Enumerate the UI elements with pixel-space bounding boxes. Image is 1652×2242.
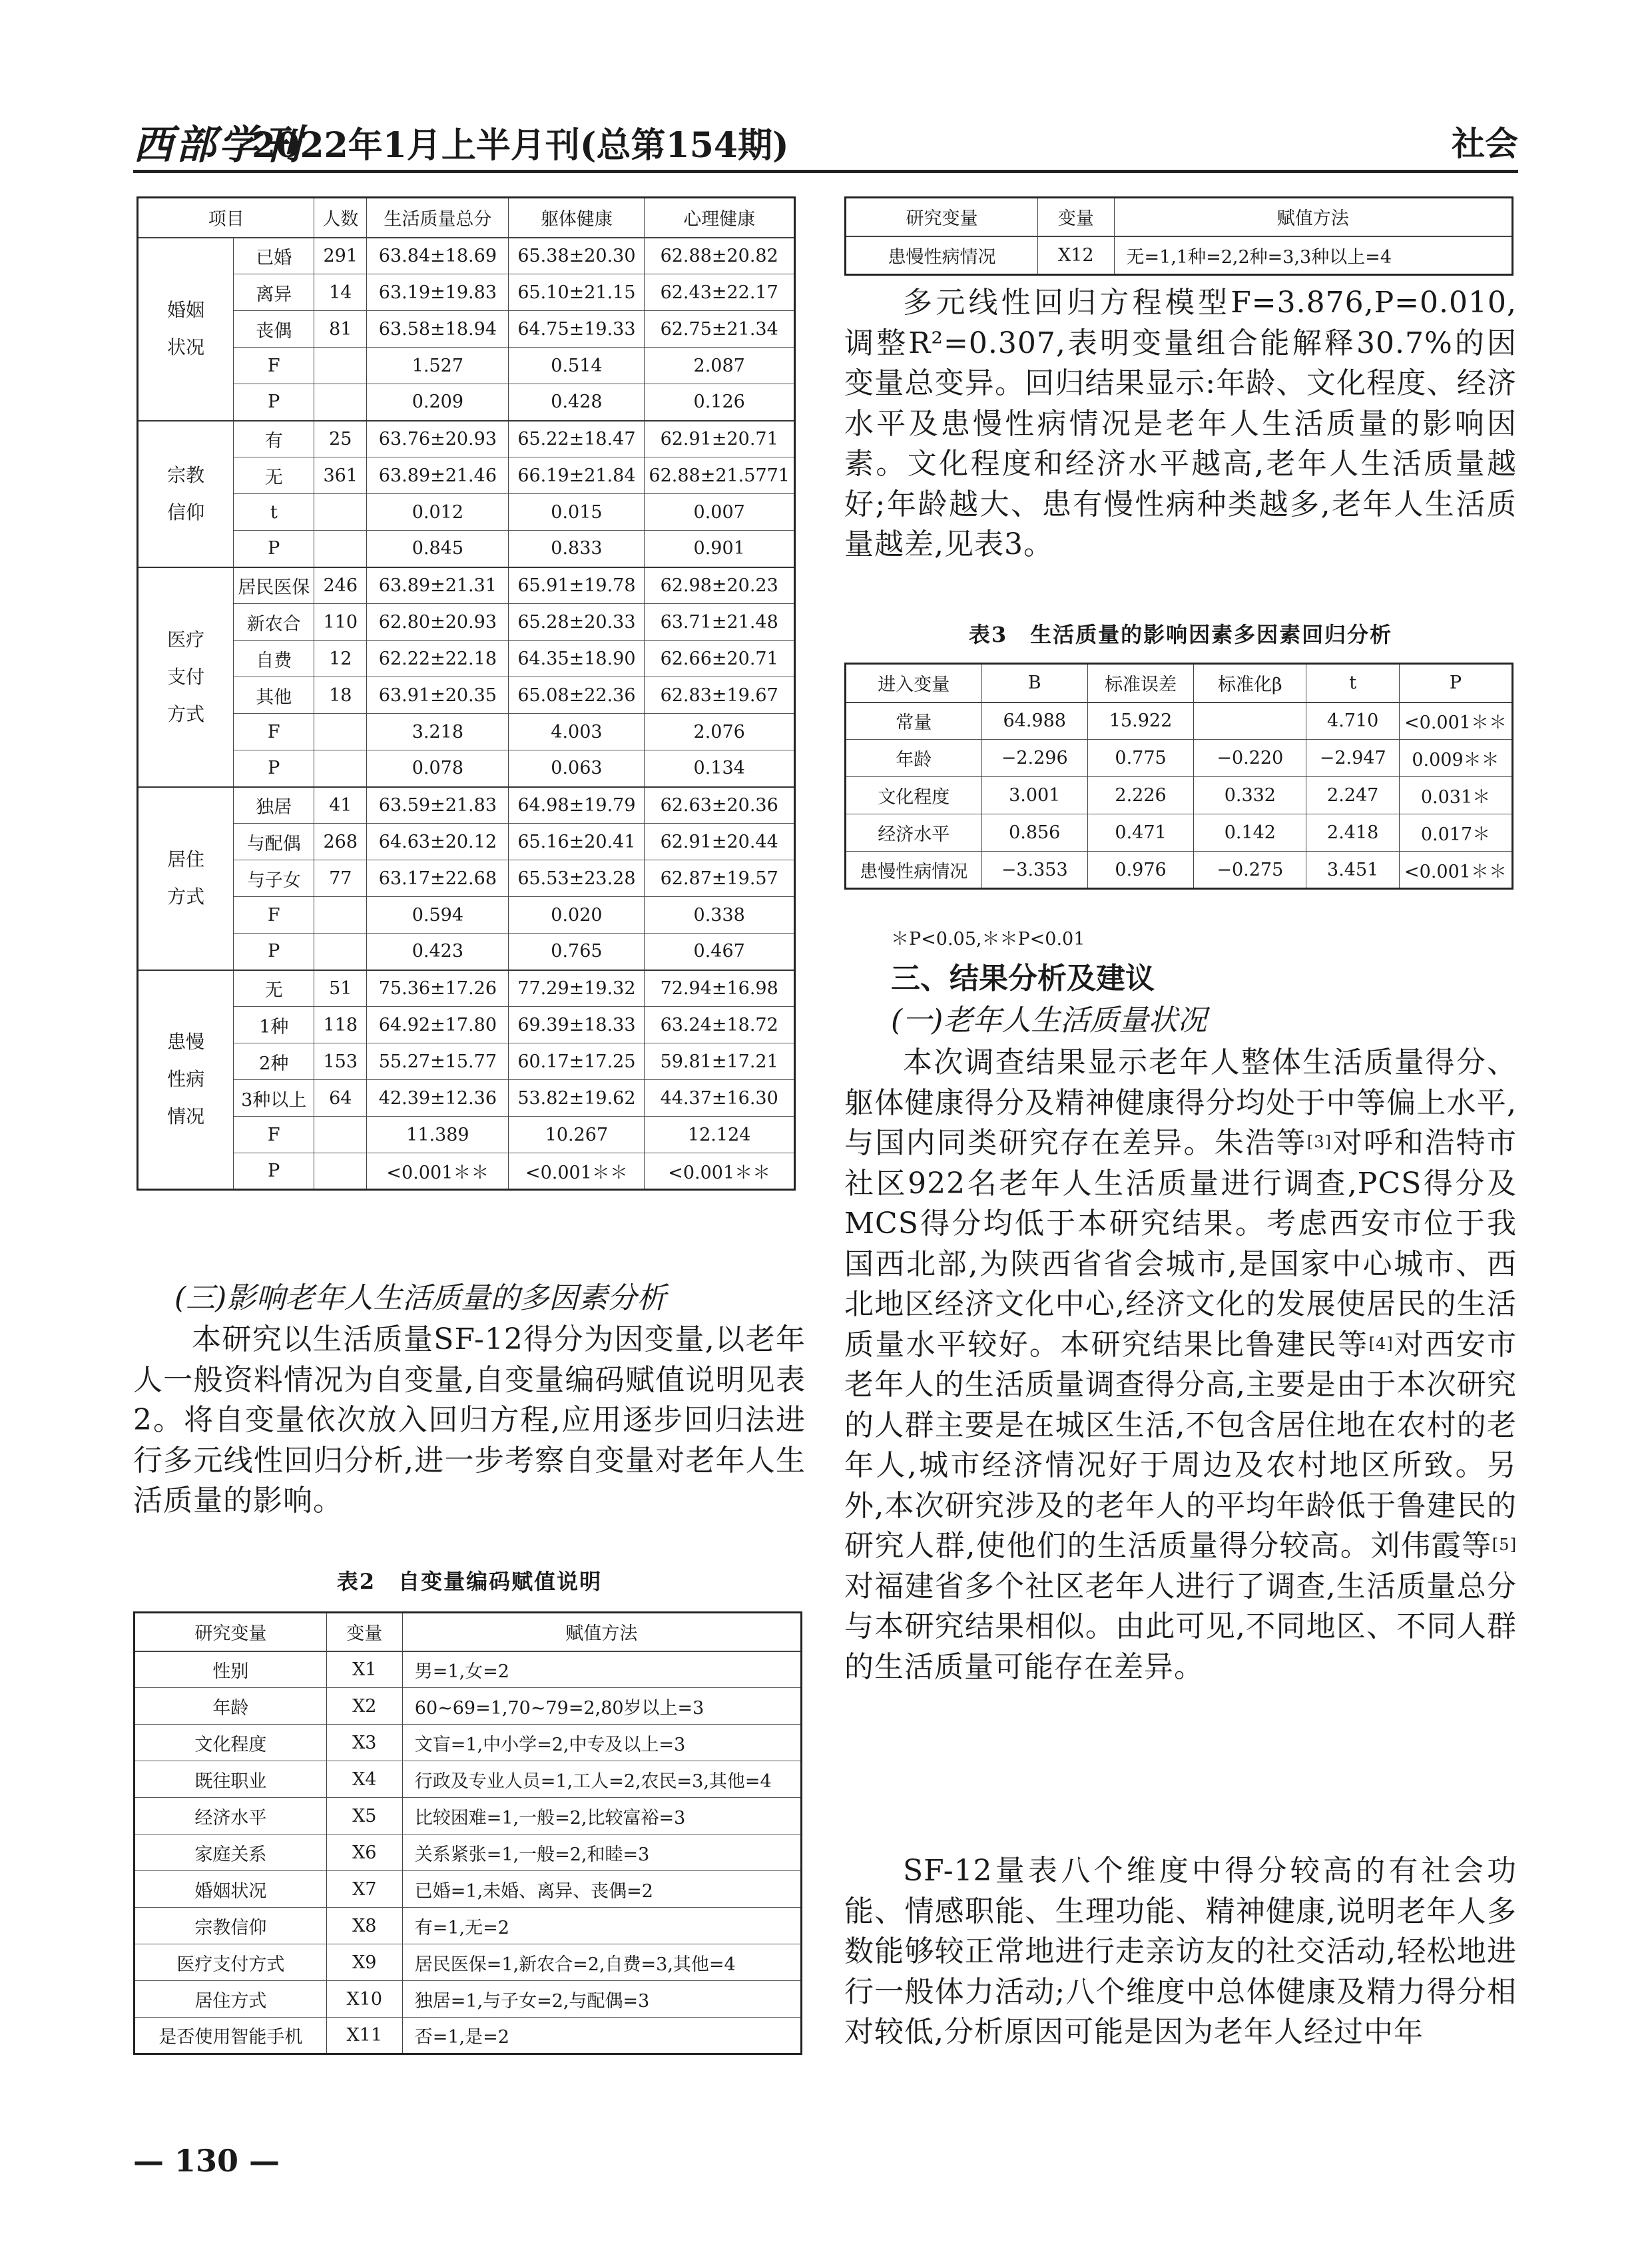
t1-cell: 64	[314, 1080, 367, 1117]
t1-cell: 0.594	[367, 897, 509, 934]
t2c-cell: 患慢性病情况	[846, 236, 1038, 275]
page-header	[133, 107, 1518, 173]
t1-group-name: 医疗支付方式	[167, 628, 205, 725]
t1-row	[138, 494, 795, 531]
t1-cell: 64.35±18.90	[509, 641, 645, 677]
t2-row	[135, 1725, 802, 1761]
t1-row	[138, 677, 795, 714]
t2-row	[135, 1798, 802, 1834]
t3-cell: <0.001＊＊	[1400, 702, 1513, 740]
t1-cell: <0.001＊＊	[645, 1153, 795, 1190]
t1-cell: 无	[234, 970, 314, 1007]
t2-cell: 性别	[135, 1651, 327, 1688]
t3-cell: 0.976	[1087, 852, 1193, 889]
t2-header-method: 赋值方法	[402, 1613, 801, 1651]
t2-cell: 家庭关系	[135, 1834, 327, 1871]
t1-row	[138, 384, 795, 421]
t1-row	[138, 1117, 795, 1153]
t3-cell: 3.451	[1306, 852, 1400, 889]
t1-row	[138, 1007, 795, 1043]
table3-note: ＊P<0.05,＊＊P<0.01	[891, 929, 1085, 950]
t1-cell: 62.80±20.93	[367, 604, 509, 641]
t1-cell: 153	[314, 1043, 367, 1080]
t3-cell: 0.471	[1087, 814, 1193, 852]
paragraph-regression: 多元线性回归方程模型F=3.876,P=0.010,调整R²=0.307,表明变量组合能解释30.7%的因变量总变异。回归结果显示:年龄、文化程度、经济水平及患慢性病情况是老年人生活质量的影响因素。文化程度和经济水平越高,老年人生活质量越好;年龄越大、患有慢性病种类越多,老年人生活质量越差,见表3。	[844, 286, 1517, 561]
t2-cell: 年龄	[135, 1688, 327, 1725]
t2-row	[135, 1908, 802, 1944]
t1-cell: 0.514	[509, 348, 645, 384]
t1-cell: P	[234, 750, 314, 787]
t2-cell: 行政及专业人员=1,工人=2,农民=3,其他=4	[402, 1761, 801, 1798]
t1-row	[138, 934, 795, 970]
t1-cell: 0.007	[645, 494, 795, 531]
t1-cell	[314, 897, 367, 934]
t2-cell: 已婚=1,未婚、离异、丧偶=2	[402, 1871, 801, 1908]
t1-row	[138, 750, 795, 787]
t1-row	[138, 604, 795, 641]
t1-cell: 0.423	[367, 934, 509, 970]
t1-cell: 41	[314, 787, 367, 824]
t1-cell: 62.83±19.67	[645, 677, 795, 714]
t1-cell: 65.28±20.33	[509, 604, 645, 641]
paragraph-multifactor: 本研究以生活质量SF-12得分为因变量,以老年人一般资料情况为自变量,自变量编码赋值说明见表2。将自变量依次放入回归方程,应用逐步回归法进行多元线性回归分析,进一步考察自变量对老年人生活质量的影响。	[133, 1322, 806, 1518]
t3-row	[846, 740, 1513, 777]
t2-cell: X11	[326, 2018, 402, 2054]
t1-row	[138, 531, 795, 567]
t1-cell: 0.901	[645, 531, 795, 567]
t1-cell: 62.91±20.44	[645, 824, 795, 860]
t2-row	[135, 1871, 802, 1908]
t2c-header-var: 研究变量	[846, 198, 1038, 236]
t1-cell: 63.58±18.94	[367, 311, 509, 348]
t2c-header-method: 赋值方法	[1114, 198, 1512, 236]
t1-cell: 1种	[234, 1007, 314, 1043]
t2c-cell: 无=1,1种=2,2种=3,3种以上=4	[1114, 236, 1512, 275]
issue-info: 2022年1月上半月刊(总第154期)	[252, 125, 789, 166]
t3-cell: 0.332	[1194, 777, 1306, 814]
t1-cell: 0.078	[367, 750, 509, 787]
t1-cell: 1.527	[367, 348, 509, 384]
t1-cell: 62.88±20.82	[645, 238, 795, 274]
t1-cell: 0.209	[367, 384, 509, 421]
t1-cell: 离异	[234, 274, 314, 311]
t1-row	[138, 1080, 795, 1117]
t2-header-var: 研究变量	[135, 1613, 327, 1651]
t1-cell: 60.17±17.25	[509, 1043, 645, 1080]
para1-part1: 本次调查结果显示老年人整体生活质量得分、躯体健康得分及精神健康得分均处于中等偏上水平,与国内同类研究存在差异。朱浩等	[844, 1045, 1517, 1160]
t2-cell: 有=1,无=2	[402, 1908, 801, 1944]
t1-cell: 0.338	[645, 897, 795, 934]
table2-caption: 表2 自变量编码赋值说明	[336, 1569, 603, 1594]
t3-cell: 常量	[846, 702, 982, 740]
citation-5: [5]	[1492, 1536, 1517, 1554]
t2-cell: X4	[326, 1761, 402, 1798]
paragraph-sf12-dimensions: SF-12量表八个维度中得分较高的有社会功能、情感职能、生理功能、精神健康,说明老年人多数能够较正常地进行走亲访友的社交活动,轻松地进行一般体力活动;八个维度中总体健康及精力得分相对较低,分析原因可能是因为老年人经过中年	[844, 1854, 1517, 2049]
citation-3: [3]	[1306, 1133, 1332, 1151]
t1-cell: 65.53±23.28	[509, 860, 645, 897]
t1-cell: 丧偶	[234, 311, 314, 348]
t1-cell: 12	[314, 641, 367, 677]
t3-cell: 0.031＊	[1400, 777, 1513, 814]
t1-cell: 62.22±22.18	[367, 641, 509, 677]
table1	[137, 196, 796, 1191]
t2-row	[135, 1981, 802, 2018]
t1-cell: 246	[314, 567, 367, 604]
t3-cell: 2.226	[1087, 777, 1193, 814]
t1-cell: 65.38±20.30	[509, 238, 645, 274]
t2-cell: 既往职业	[135, 1761, 327, 1798]
t1-cell: 63.76±20.93	[367, 421, 509, 457]
t2-row	[135, 1651, 802, 1688]
t1-cell: 10.267	[509, 1117, 645, 1153]
t2c-row	[846, 236, 1513, 275]
t3-cell: −2.947	[1306, 740, 1400, 777]
t1-cell: 2.076	[645, 714, 795, 750]
subsection-heading-3: (三)影响老年人生活质量的多因素分析	[174, 1281, 667, 1315]
t1-row	[138, 238, 795, 274]
t2-row	[135, 2018, 802, 2054]
page-number: — 130 —	[133, 2143, 280, 2179]
t1-cell: 2.087	[645, 348, 795, 384]
t1-cell: 63.89±21.31	[367, 567, 509, 604]
t1-cell	[314, 750, 367, 787]
t1-cell: 81	[314, 311, 367, 348]
t1-cell: 无	[234, 457, 314, 494]
t3-cell: 0.856	[981, 814, 1087, 852]
t1-group-name: 居住方式	[167, 848, 205, 908]
t1-cell: 其他	[234, 677, 314, 714]
t3-cell: 0.009＊＊	[1400, 740, 1513, 777]
t2-header-code: 变量	[326, 1613, 402, 1651]
t1-cell: 63.84±18.69	[367, 238, 509, 274]
t1-cell: 64.63±20.12	[367, 824, 509, 860]
t1-header-physical: 躯体健康	[509, 198, 645, 238]
t3-cell: 15.922	[1087, 702, 1193, 740]
t1-cell: t	[234, 494, 314, 531]
t3-cell: 0.775	[1087, 740, 1193, 777]
section-name: 社会	[1452, 124, 1518, 163]
t1-cell: 62.66±20.71	[645, 641, 795, 677]
t3-row	[846, 852, 1513, 889]
t1-cell: 62.87±19.57	[645, 860, 795, 897]
t1-cell: 63.19±19.83	[367, 274, 509, 311]
t1-cell: 新农合	[234, 604, 314, 641]
t1-cell: 2种	[234, 1043, 314, 1080]
t3-header-var: 进入变量	[846, 664, 982, 702]
t3-cell: −0.220	[1194, 740, 1306, 777]
t1-cell: 62.63±20.36	[645, 787, 795, 824]
t1-row	[138, 457, 795, 494]
t3-row	[846, 814, 1513, 852]
t2-cell: 居住方式	[135, 1981, 327, 2018]
t1-cell	[314, 934, 367, 970]
t3-cell: 经济水平	[846, 814, 982, 852]
t1-cell: P	[234, 531, 314, 567]
t3-cell: −0.275	[1194, 852, 1306, 889]
t2-cell: X7	[326, 1871, 402, 1908]
citation-4: [4]	[1368, 1334, 1394, 1353]
t1-cell: 63.59±21.83	[367, 787, 509, 824]
t1-cell	[314, 531, 367, 567]
t1-row	[138, 348, 795, 384]
t1-row	[138, 641, 795, 677]
t1-header-mental: 心理健康	[645, 198, 795, 238]
t3-cell	[1194, 702, 1306, 740]
t2c-cell: X12	[1037, 236, 1114, 275]
t1-header-count: 人数	[314, 198, 367, 238]
t2-cell: 经济水平	[135, 1798, 327, 1834]
t1-cell: 0.012	[367, 494, 509, 531]
t1-cell: 4.003	[509, 714, 645, 750]
t2-cell: X8	[326, 1908, 402, 1944]
t3-row	[846, 777, 1513, 814]
t1-cell: 0.063	[509, 750, 645, 787]
t1-cell: 291	[314, 238, 367, 274]
journal-logo: 西部学刊	[133, 122, 304, 168]
para1-part4: 对福建省多个社区老年人进行了调查,生活质量总分与本研究结果相似。由此可见,不同地区、不同人群的生活质量可能存在差异。	[844, 1569, 1517, 1684]
t1-cell: 12.124	[645, 1117, 795, 1153]
t1-cell: 268	[314, 824, 367, 860]
t1-cell: F	[234, 348, 314, 384]
t1-cell: 0.126	[645, 384, 795, 421]
t2-cell: X10	[326, 1981, 402, 2018]
t1-cell: 65.91±19.78	[509, 567, 645, 604]
t1-cell: 64.98±19.79	[509, 787, 645, 824]
t1-cell: 0.833	[509, 531, 645, 567]
t3-cell: 年龄	[846, 740, 982, 777]
t1-row	[138, 274, 795, 311]
t1-cell: 65.08±22.36	[509, 677, 645, 714]
t1-row	[138, 1153, 795, 1190]
t1-cell: 62.43±22.17	[645, 274, 795, 311]
t1-cell: 11.389	[367, 1117, 509, 1153]
t1-cell: 0.020	[509, 897, 645, 934]
t3-cell: 2.418	[1306, 814, 1400, 852]
t1-cell: P	[234, 384, 314, 421]
t3-cell: 4.710	[1306, 702, 1400, 740]
t1-cell: 0.015	[509, 494, 645, 531]
t1-cell: 18	[314, 677, 367, 714]
t1-cell: 77	[314, 860, 367, 897]
t2-cell: 医疗支付方式	[135, 1944, 327, 1981]
t1-cell: 53.82±19.62	[509, 1080, 645, 1117]
t2-cell: 居民医保=1,新农合=2,自费=3,其他=4	[402, 1944, 801, 1981]
t1-cell: P	[234, 934, 314, 970]
t1-cell: 0.765	[509, 934, 645, 970]
table3-caption: 表3 生活质量的影响因素多因素回归分析	[968, 622, 1393, 647]
t1-header-total: 生活质量总分	[367, 198, 509, 238]
t1-cell: 与配偶	[234, 824, 314, 860]
t1-cell: P	[234, 1153, 314, 1190]
t3-cell: 3.001	[981, 777, 1087, 814]
t1-group-label	[138, 970, 234, 1190]
t1-cell: F	[234, 1117, 314, 1153]
t3-cell: 64.988	[981, 702, 1087, 740]
t2-cell: 婚姻状况	[135, 1871, 327, 1908]
t1-row	[138, 421, 795, 457]
t2-row	[135, 1688, 802, 1725]
t1-cell: 65.16±20.41	[509, 824, 645, 860]
t1-row	[138, 1043, 795, 1080]
t1-cell: 自费	[234, 641, 314, 677]
t2-cell: X9	[326, 1944, 402, 1981]
t3-cell: 患慢性病情况	[846, 852, 982, 889]
t2-cell: 是否使用智能手机	[135, 2018, 327, 2054]
t1-cell: 63.89±21.46	[367, 457, 509, 494]
t1-cell: 14	[314, 274, 367, 311]
t1-cell: 63.91±20.35	[367, 677, 509, 714]
t2-cell: X3	[326, 1725, 402, 1761]
t1-cell	[314, 384, 367, 421]
t1-cell	[314, 494, 367, 531]
t1-cell: 77.29±19.32	[509, 970, 645, 1007]
t1-cell	[314, 1117, 367, 1153]
t2-row	[135, 1944, 802, 1981]
t1-cell	[314, 714, 367, 750]
t1-cell: 42.39±12.36	[367, 1080, 509, 1117]
t1-cell: 3种以上	[234, 1080, 314, 1117]
t2-row	[135, 1834, 802, 1871]
t1-cell: 44.37±16.30	[645, 1080, 795, 1117]
t3-cell: 文化程度	[846, 777, 982, 814]
t1-cell: 72.94±16.98	[645, 970, 795, 1007]
t2-cell: X1	[326, 1651, 402, 1688]
t1-group-name: 宗教信仰	[167, 463, 205, 523]
t1-row	[138, 787, 795, 824]
t1-cell: 59.81±17.21	[645, 1043, 795, 1080]
t1-cell: 62.88±21.5771	[645, 457, 795, 494]
t3-header-se: 标准误差	[1087, 664, 1193, 702]
t1-cell: 55.27±15.77	[367, 1043, 509, 1080]
t1-cell	[314, 1153, 367, 1190]
t1-cell: 64.75±19.33	[509, 311, 645, 348]
t1-cell	[314, 348, 367, 384]
t1-cell: 62.91±20.71	[645, 421, 795, 457]
t3-cell: <0.001＊＊	[1400, 852, 1513, 889]
t2c-header-code: 变量	[1037, 198, 1114, 236]
table2	[133, 1611, 802, 2055]
t1-cell: 0.428	[509, 384, 645, 421]
t1-cell: <0.001＊＊	[509, 1153, 645, 1190]
t3-row	[846, 702, 1513, 740]
table2-continued	[844, 196, 1514, 276]
t1-header-item: 项目	[138, 198, 314, 238]
t1-cell: 63.24±18.72	[645, 1007, 795, 1043]
t2-cell: 文盲=1,中小学=2,中专及以上=3	[402, 1725, 801, 1761]
t1-group-label	[138, 238, 234, 421]
t3-header-p: P	[1400, 664, 1513, 702]
t2-cell: 男=1,女=2	[402, 1651, 801, 1688]
t3-header-b: B	[981, 664, 1087, 702]
t1-cell: 独居	[234, 787, 314, 824]
t1-cell: 110	[314, 604, 367, 641]
t3-cell: 2.247	[1306, 777, 1400, 814]
t1-cell: 66.19±21.84	[509, 457, 645, 494]
t1-cell: <0.001＊＊	[367, 1153, 509, 1190]
t1-row	[138, 567, 795, 604]
t1-cell: 居民医保	[234, 567, 314, 604]
t1-cell: F	[234, 714, 314, 750]
t3-cell: 0.017＊	[1400, 814, 1513, 852]
t2-cell: X6	[326, 1834, 402, 1871]
t1-cell: 62.75±21.34	[645, 311, 795, 348]
t1-cell: 25	[314, 421, 367, 457]
t1-row	[138, 970, 795, 1007]
t1-group-name: 婚姻状况	[167, 299, 205, 358]
t1-cell: 51	[314, 970, 367, 1007]
t1-cell: 361	[314, 457, 367, 494]
t1-cell: 63.71±21.48	[645, 604, 795, 641]
t1-cell: 62.98±20.23	[645, 567, 795, 604]
t1-row	[138, 860, 795, 897]
t1-row	[138, 714, 795, 750]
t1-cell: 3.218	[367, 714, 509, 750]
t3-cell: −3.353	[981, 852, 1087, 889]
t1-cell: 已婚	[234, 238, 314, 274]
t1-cell: 69.39±18.33	[509, 1007, 645, 1043]
t1-cell: 75.36±17.26	[367, 970, 509, 1007]
t3-cell: 0.142	[1194, 814, 1306, 852]
t2-cell: X5	[326, 1798, 402, 1834]
t2-cell: 60~69=1,70~79=2,80岁以上=3	[402, 1688, 801, 1725]
t2-cell: 关系紧张=1,一般=2,和睦=3	[402, 1834, 801, 1871]
t1-cell: 0.467	[645, 934, 795, 970]
t1-row	[138, 311, 795, 348]
paragraph-quality-status	[844, 1043, 1517, 1687]
t1-cell: 118	[314, 1007, 367, 1043]
t3-header-t: t	[1306, 664, 1400, 702]
table3	[844, 663, 1514, 890]
t1-cell: 与子女	[234, 860, 314, 897]
t1-cell: 63.17±22.68	[367, 860, 509, 897]
t2-cell: 否=1,是=2	[402, 2018, 801, 2054]
t1-group-label	[138, 567, 234, 787]
t2-cell: 比较困难=1,一般=2,比较富裕=3	[402, 1798, 801, 1834]
section3-heading: 三、结果分析及建议	[891, 962, 1155, 995]
t1-cell: 64.92±17.80	[367, 1007, 509, 1043]
t2-cell: 文化程度	[135, 1725, 327, 1761]
t1-group-label	[138, 787, 234, 970]
t2-cell: 宗教信仰	[135, 1908, 327, 1944]
t3-header-beta: 标准化β	[1194, 664, 1306, 702]
section3-subheading: (一)老年人生活质量状况	[891, 1003, 1207, 1037]
t1-cell: 65.10±21.15	[509, 274, 645, 311]
t1-cell: 0.134	[645, 750, 795, 787]
t1-cell: 有	[234, 421, 314, 457]
t1-group-label	[138, 421, 234, 567]
t2-cell: 独居=1,与子女=2,与配偶=3	[402, 1981, 801, 2018]
t1-group-name: 患慢性病情况	[167, 1031, 205, 1128]
para1-part3: 对西安市老年人的生活质量调查得分高,主要是由于本次研究的人群主要是在城区生活,不包含居住地在农村的老年人,城市经济情况好于周边及农村地区所致。另外,本次研究涉及的老年人的平均年龄低于鲁建民的研究人群,使他们的生活质量得分较高。刘伟霞等	[844, 1327, 1517, 1563]
t2-row	[135, 1761, 802, 1798]
t1-row	[138, 824, 795, 860]
t1-cell: 65.22±18.47	[509, 421, 645, 457]
t1-row	[138, 897, 795, 934]
t1-cell: 0.845	[367, 531, 509, 567]
t3-cell: −2.296	[981, 740, 1087, 777]
para1-part2: 对呼和浩特市社区922名老年人生活质量进行调查,PCS得分及MCS得分均低于本研究结果。考虑西安市位于我国西北部,为陕西省省会城市,是国家中心城市、西北地区经济文化中心,经济文化的发展使居民的生活质量水平较好。本研究结果比鲁建民等	[844, 1126, 1517, 1362]
t2-cell: X2	[326, 1688, 402, 1725]
t1-cell: F	[234, 897, 314, 934]
